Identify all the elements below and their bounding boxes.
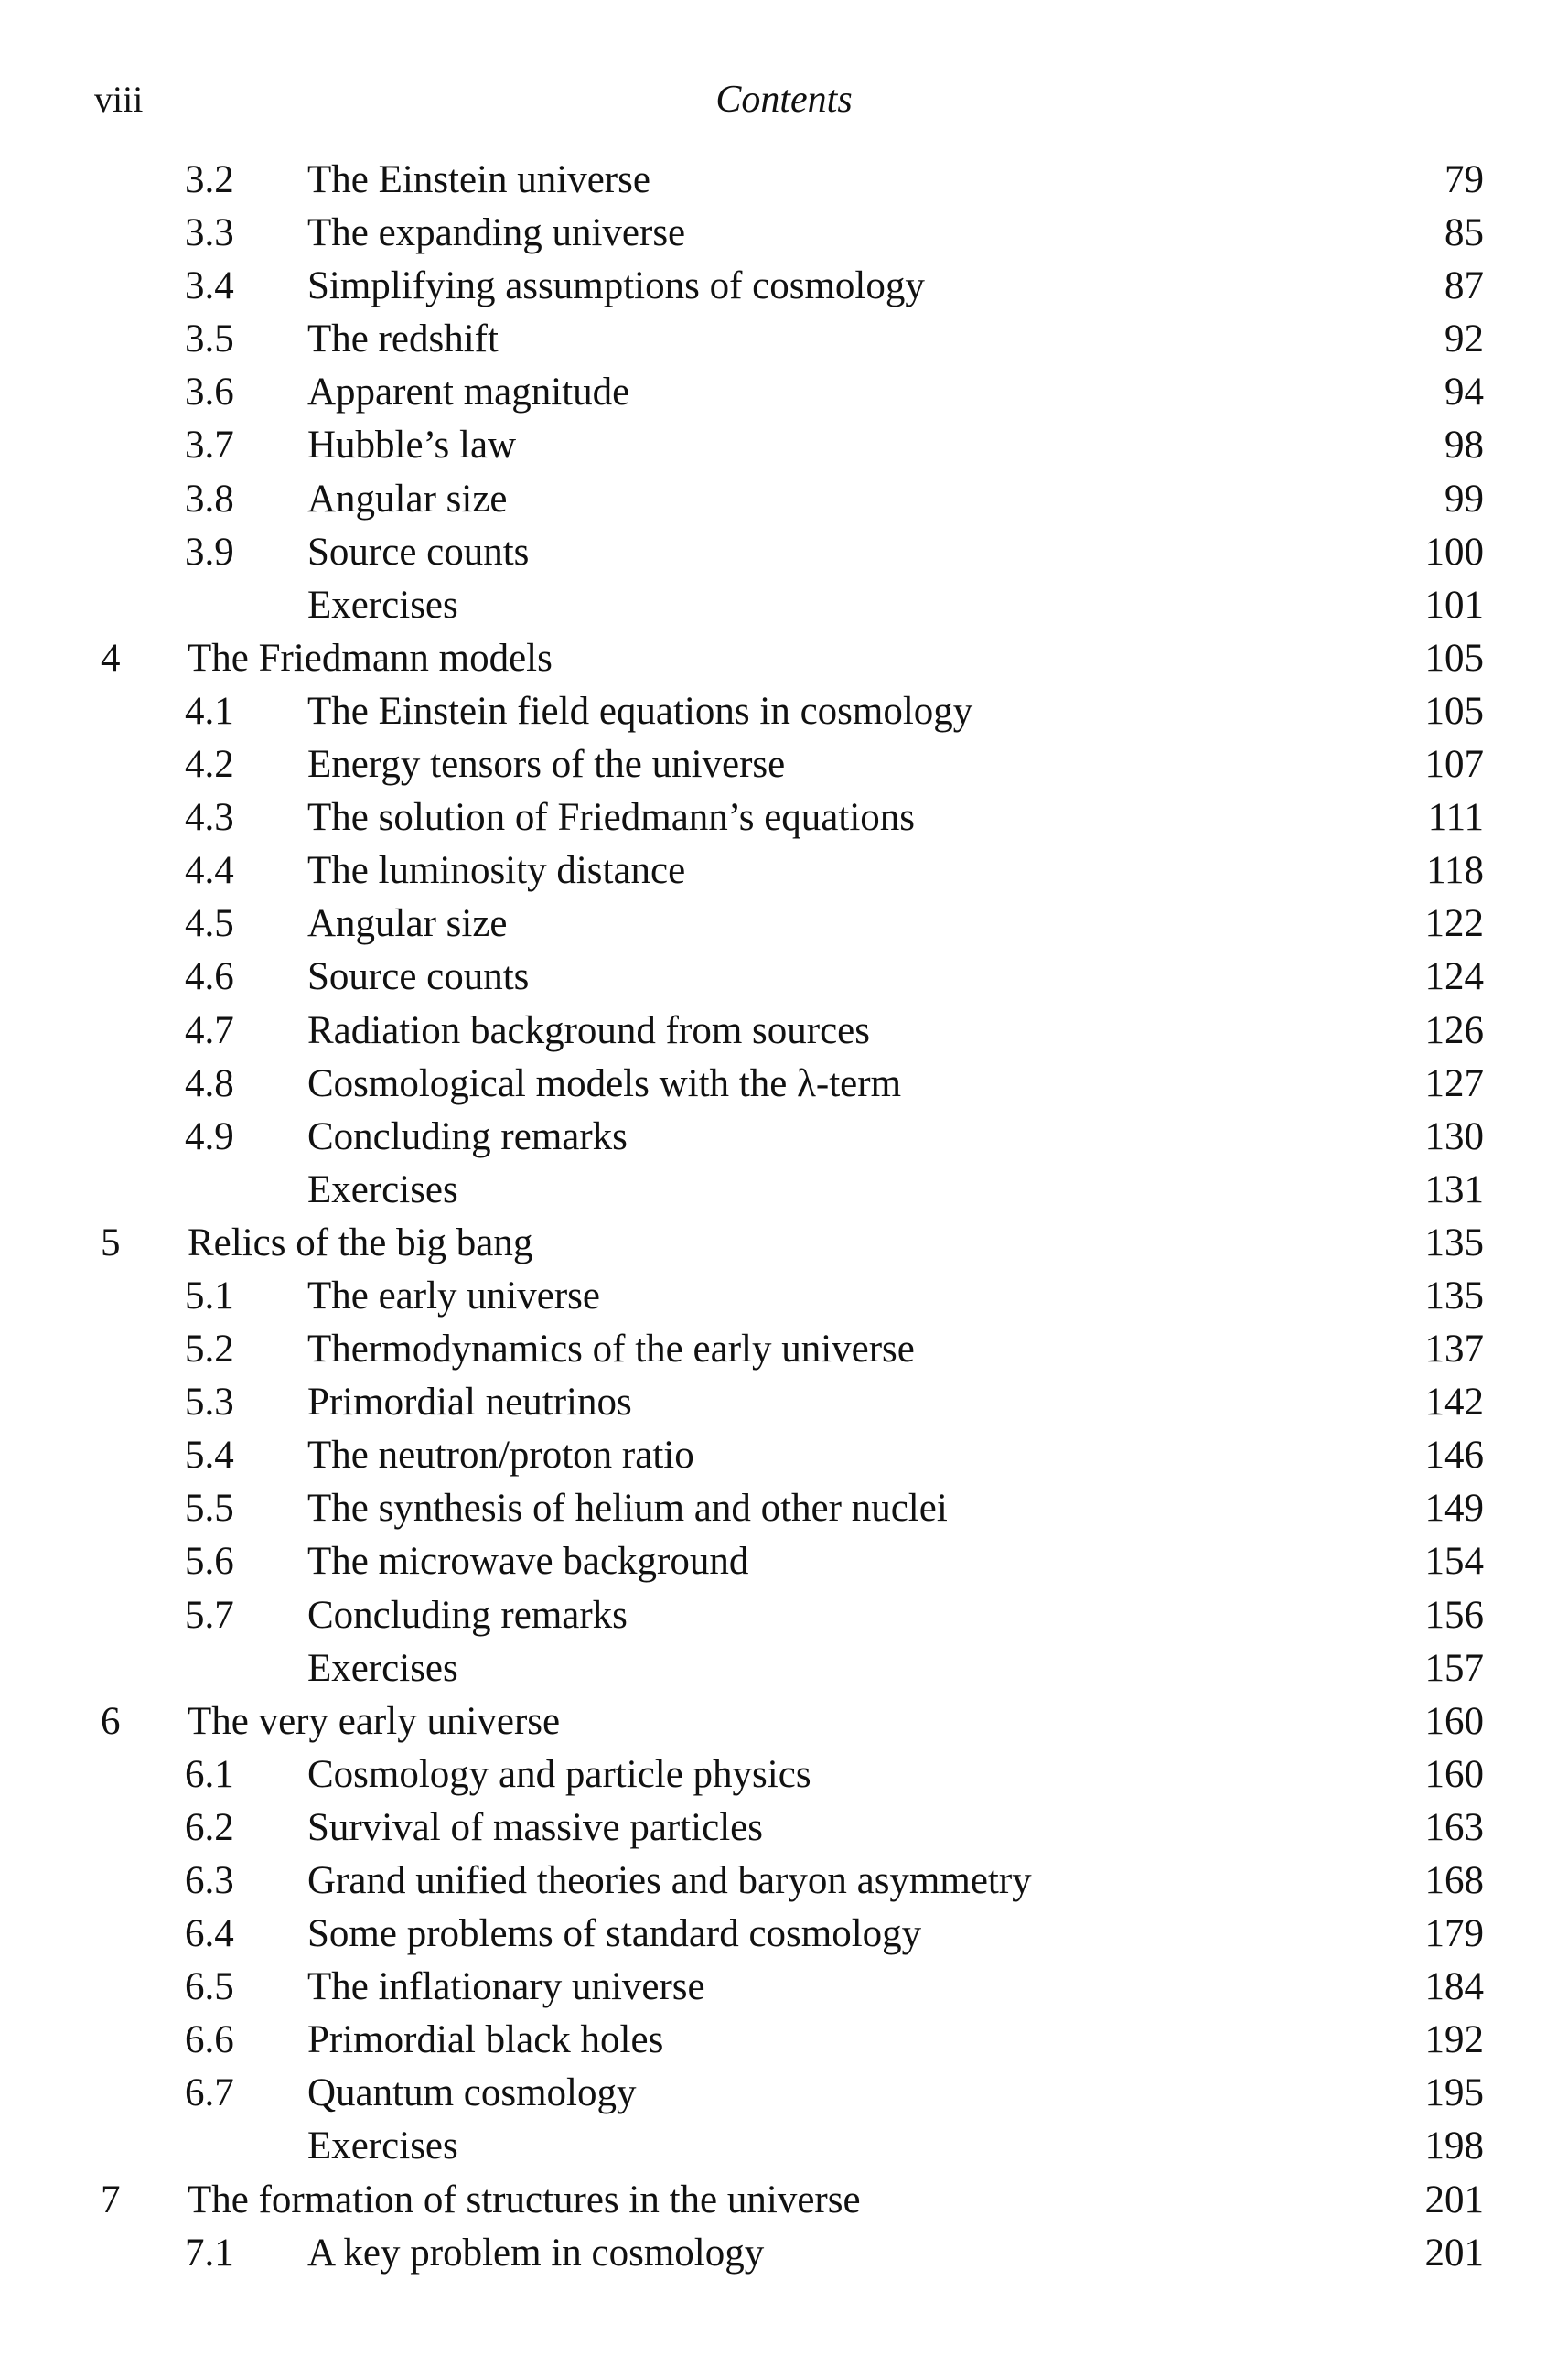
toc-entry-page: 184	[1424, 1965, 1484, 2009]
toc-entry-page: 79	[1444, 158, 1484, 201]
toc-exercises-row	[0, 2120, 1568, 2173]
toc-entry-page: 122	[1424, 902, 1484, 946]
toc-entry-number: 4.4	[185, 849, 234, 893]
toc-entry-title: Cosmology and particle physics	[307, 1752, 811, 1796]
toc-section-row	[0, 2014, 1568, 2067]
toc-entry-title: The inflationary universe	[307, 1965, 705, 2009]
toc-entry-page: 157	[1424, 1646, 1484, 1690]
toc-entry-title: The Einstein field equations in cosmology	[307, 689, 973, 733]
toc-exercises-row	[0, 1642, 1568, 1695]
toc-entry-number: 3.4	[185, 264, 234, 308]
toc-section-row	[0, 1429, 1568, 1482]
toc-section-row	[0, 1482, 1568, 1535]
toc-section-row	[0, 1270, 1568, 1323]
toc-entry-title: The Einstein universe	[307, 158, 650, 201]
toc-entry-page: 124	[1424, 955, 1484, 999]
toc-entry-title: The early universe	[307, 1274, 600, 1318]
running-head: Contents	[715, 79, 853, 121]
toc-entry-title: Source counts	[307, 530, 530, 574]
toc-entry-number: 7	[101, 2178, 121, 2221]
toc-section-row	[0, 2227, 1568, 2280]
toc-entry-page: 168	[1424, 1859, 1484, 1902]
toc-section-row	[0, 1111, 1568, 1164]
toc-section-row	[0, 1005, 1568, 1058]
toc-entry-number: 5.5	[185, 1487, 234, 1531]
toc-entry-page: 131	[1424, 1167, 1484, 1211]
toc-entry-number: 5	[101, 1221, 121, 1264]
toc-entry-title: Angular size	[307, 902, 508, 946]
toc-section-row	[0, 898, 1568, 951]
toc-section-row	[0, 1802, 1568, 1855]
toc-entry-page: 149	[1424, 1487, 1484, 1531]
toc-section-row	[0, 1323, 1568, 1376]
toc-entry-title: The luminosity distance	[307, 849, 686, 893]
toc-entry-title: Exercises	[307, 1167, 458, 1211]
toc-entry-number: 6.4	[185, 1912, 234, 1956]
toc-entry-page: 94	[1444, 371, 1484, 414]
toc-entry-title: The solution of Friedmann’s equations	[307, 796, 916, 840]
toc-section-row	[0, 1058, 1568, 1111]
page-number: viii	[94, 79, 144, 120]
toc-entry-number: 4	[101, 636, 121, 680]
toc-entry-title: Angular size	[307, 477, 508, 521]
toc-entry-number: 7.1	[185, 2231, 234, 2275]
toc-entry-title: The redshift	[307, 317, 499, 361]
toc-entry-title: The neutron/proton ratio	[307, 1434, 694, 1478]
toc-entry-number: 3.5	[185, 317, 234, 361]
toc-entry-title: Energy tensors of the universe	[307, 743, 786, 787]
toc-section-row	[0, 1535, 1568, 1588]
toc-entry-title: Relics of the big bang	[188, 1221, 533, 1264]
toc-entry-page: 142	[1424, 1381, 1484, 1425]
toc-section-row	[0, 791, 1568, 844]
toc-entry-page: 201	[1424, 2178, 1484, 2221]
toc-chapter-row	[0, 1695, 1568, 1748]
toc-entry-title: Simplifying assumptions of cosmology	[307, 264, 925, 308]
toc-entry-number: 5.1	[185, 1274, 234, 1318]
toc-entry-page: 192	[1424, 2018, 1484, 2062]
toc-entry-number: 4.8	[185, 1061, 234, 1105]
toc-entry-title: Exercises	[307, 583, 458, 627]
toc-entry-number: 6.6	[185, 2018, 234, 2062]
toc-entry-number: 4.1	[185, 689, 234, 733]
toc-section-row	[0, 313, 1568, 366]
toc-entry-title: Grand unified theories and baryon asymmetry	[307, 1859, 1032, 1902]
toc-section-row	[0, 844, 1568, 898]
toc-entry-number: 3.8	[185, 477, 234, 521]
toc-entry-title: The formation of structures in the universe	[188, 2178, 861, 2221]
toc-entry-page: 100	[1424, 530, 1484, 574]
toc-entry-title: Source counts	[307, 955, 530, 999]
toc-entry-title: Primordial neutrinos	[307, 1381, 632, 1425]
toc-chapter-row	[0, 632, 1568, 685]
toc-entry-number: 3.7	[185, 424, 234, 468]
toc-entry-number: 3.6	[185, 371, 234, 414]
toc-entry-number: 3.3	[185, 211, 234, 255]
toc-entry-page: 118	[1426, 849, 1484, 893]
toc-section-row	[0, 738, 1568, 791]
toc-section-row	[0, 419, 1568, 472]
toc-entry-page: 87	[1444, 264, 1484, 308]
toc-entry-title: Survival of massive particles	[307, 1805, 763, 1849]
toc-entry-page: 195	[1424, 2071, 1484, 2115]
toc-entry-title: Thermodynamics of the early universe	[307, 1328, 915, 1371]
toc-section-row	[0, 951, 1568, 1004]
toc-entry-page: 137	[1424, 1328, 1484, 1371]
toc-entry-page: 105	[1424, 636, 1484, 680]
toc-entry-title: The expanding universe	[307, 211, 686, 255]
toc-section-row	[0, 1589, 1568, 1642]
toc-entry-title: Some problems of standard cosmology	[307, 1912, 922, 1956]
toc-entry-page: 146	[1424, 1434, 1484, 1478]
toc-entry-page: 160	[1424, 1699, 1484, 1743]
toc-entry-page: 105	[1424, 689, 1484, 733]
toc-entry-number: 4.5	[185, 902, 234, 946]
toc-entry-page: 101	[1424, 583, 1484, 627]
table-of-contents	[0, 154, 1568, 2280]
toc-entry-number: 3.9	[185, 530, 234, 574]
toc-entry-page: 111	[1427, 796, 1484, 840]
toc-entry-title: The Friedmann models	[188, 636, 553, 680]
toc-entry-title: A key problem in cosmology	[307, 2231, 765, 2275]
toc-entry-number: 4.7	[185, 1008, 234, 1052]
toc-entry-number: 3.2	[185, 158, 234, 201]
toc-entry-page: 85	[1444, 211, 1484, 255]
toc-entry-page: 99	[1444, 477, 1484, 521]
toc-entry-number: 6	[101, 1699, 121, 1743]
toc-entry-number: 4.6	[185, 955, 234, 999]
toc-entry-page: 98	[1444, 424, 1484, 468]
toc-entry-number: 4.3	[185, 796, 234, 840]
toc-chapter-row	[0, 1217, 1568, 1270]
toc-entry-number: 6.2	[185, 1805, 234, 1849]
toc-entry-title: The very early universe	[188, 1699, 561, 1743]
toc-entry-page: 135	[1424, 1221, 1484, 1264]
toc-section-row	[0, 154, 1568, 207]
toc-entry-page: 154	[1424, 1540, 1484, 1584]
toc-entry-page: 92	[1444, 317, 1484, 361]
toc-entry-page: 135	[1424, 1274, 1484, 1318]
toc-entry-number: 5.4	[185, 1434, 234, 1478]
toc-entry-number: 5.2	[185, 1328, 234, 1371]
toc-chapter-row	[0, 2174, 1568, 2227]
toc-section-row	[0, 685, 1568, 738]
toc-entry-page: 130	[1424, 1114, 1484, 1158]
toc-section-row	[0, 366, 1568, 419]
toc-exercises-row	[0, 579, 1568, 632]
toc-entry-page: 127	[1424, 1061, 1484, 1105]
toc-entry-number: 6.5	[185, 1965, 234, 2009]
toc-entry-page: 160	[1424, 1752, 1484, 1796]
toc-entry-page: 163	[1424, 1805, 1484, 1849]
toc-entry-number: 4.2	[185, 743, 234, 787]
toc-entry-number: 5.7	[185, 1593, 234, 1637]
toc-entry-number: 6.7	[185, 2071, 234, 2115]
toc-entry-title: The synthesis of helium and other nuclei	[307, 1487, 948, 1531]
toc-entry-title: Radiation background from sources	[307, 1008, 870, 1052]
toc-entry-page: 126	[1424, 1008, 1484, 1052]
toc-entry-title: Quantum cosmology	[307, 2071, 637, 2115]
toc-entry-page: 107	[1424, 743, 1484, 787]
toc-entry-title: Concluding remarks	[307, 1114, 628, 1158]
toc-section-row	[0, 1961, 1568, 2014]
toc-entry-title: Hubble’s law	[307, 424, 517, 468]
toc-entry-title: Apparent magnitude	[307, 371, 630, 414]
toc-entry-page: 179	[1424, 1912, 1484, 1956]
toc-entry-page: 198	[1424, 2124, 1484, 2168]
toc-entry-title: Exercises	[307, 1646, 458, 1690]
toc-entry-page: 156	[1424, 1593, 1484, 1637]
toc-entry-page: 201	[1424, 2231, 1484, 2275]
toc-section-row	[0, 1748, 1568, 1802]
toc-entry-title: Concluding remarks	[307, 1593, 628, 1637]
toc-entry-title: The microwave background	[307, 1540, 749, 1584]
toc-section-row	[0, 526, 1568, 579]
toc-section-row	[0, 473, 1568, 526]
toc-entry-title: Cosmological models with the λ-term	[307, 1061, 902, 1105]
toc-entry-number: 4.9	[185, 1114, 234, 1158]
toc-section-row	[0, 1908, 1568, 1961]
toc-section-row	[0, 2067, 1568, 2120]
toc-entry-number: 5.3	[185, 1381, 234, 1425]
toc-entry-number: 5.6	[185, 1540, 234, 1584]
toc-section-row	[0, 1855, 1568, 1908]
toc-section-row	[0, 1376, 1568, 1429]
toc-section-row	[0, 207, 1568, 260]
toc-section-row	[0, 260, 1568, 313]
toc-entry-number: 6.3	[185, 1859, 234, 1902]
toc-entry-title: Exercises	[307, 2124, 458, 2168]
toc-entry-number: 6.1	[185, 1752, 234, 1796]
toc-exercises-row	[0, 1164, 1568, 1217]
toc-entry-title: Primordial black holes	[307, 2018, 664, 2062]
